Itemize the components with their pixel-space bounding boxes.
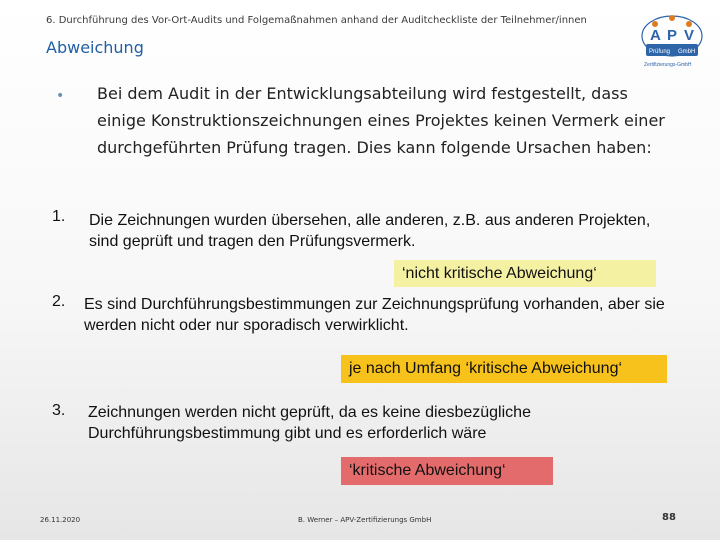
item-3-tag: ‘kritische Abweichung‘ bbox=[341, 457, 553, 485]
apv-logo-graphic bbox=[632, 8, 712, 70]
item-1-text: Die Zeichnungen wurden übersehen, alle anderen, z.B. aus anderen Projekten, sind geprüft und tragen den Prüfungsvermerk. bbox=[89, 212, 651, 250]
logo-letter-p: P bbox=[667, 27, 678, 44]
item-1-tag: ‘nicht kritische Abweichung‘ bbox=[394, 260, 656, 287]
logo-tagline: Zertifizierungs-GmbH bbox=[644, 62, 692, 68]
intro-paragraph: Bei dem Audit in der Entwicklungsabteilung wird festgestellt, dass einige Konstruktionszeichnungen eines Projektes keinen Vermerk einer durchgeführten Prüfung tragen. Dies kann folgende Ursachen haben: bbox=[97, 84, 665, 157]
slide-title: Abweichung bbox=[46, 38, 144, 57]
footer-author: B. Werner – APV-Zertifizierungs GmbH bbox=[298, 516, 432, 524]
logo-letter-v: V bbox=[684, 27, 695, 44]
logo-line2: GmbH bbox=[678, 49, 696, 55]
item-3-text: Zeichnungen werden nicht geprüft, da es keine diesbezügliche Durchführungsbestimmung gibt und es erforderlich wäre bbox=[88, 404, 531, 442]
item-2-tag: je nach Umfang ‘kritische Abweichung‘ bbox=[341, 355, 667, 383]
footer-date: 26.11.2020 bbox=[40, 516, 81, 524]
apv-logo bbox=[632, 8, 712, 70]
item-2-number: 2. bbox=[52, 293, 66, 310]
item-1-number: 1. bbox=[52, 208, 66, 225]
item-2-text: Es sind Durchführungsbestimmungen zur Zeichnungsprüfung vorhanden, aber sie werden nicht oder nur sporadisch verwirklicht. bbox=[84, 296, 665, 334]
logo-letter-a: A bbox=[650, 27, 661, 44]
logo-line1: Prüfung bbox=[649, 49, 671, 55]
bullet-icon: • bbox=[56, 88, 65, 104]
section-subheader: 6. Durchführung des Vor-Ort-Audits und Folgemaßnahmen anhand der Auditcheckliste der Teilnehmer/innen bbox=[46, 15, 587, 26]
page-number: 88 bbox=[662, 512, 676, 523]
item-3-number: 3. bbox=[52, 402, 66, 419]
